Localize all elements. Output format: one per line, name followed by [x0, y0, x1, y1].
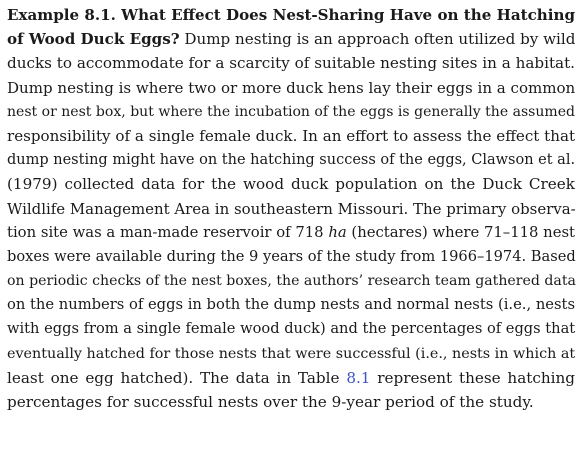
- text-line: [7, 366, 575, 390]
- body-text: with eggs from a single female wood duck) and the percentages of eggs that: [7, 320, 576, 338]
- text-line: [7, 3, 575, 27]
- text-line: [7, 172, 575, 196]
- text-line: [7, 390, 575, 414]
- text-line: [7, 148, 575, 172]
- body-text: least one egg hatched). The data in Table: [7, 368, 347, 387]
- text-line: [7, 27, 575, 51]
- text-line: [7, 197, 575, 221]
- body-text: ducks to accommodate for a scarcity of suitable nesting sites in a habitat.: [7, 54, 575, 73]
- body-text: dump nesting might have on the hatching success of the eggs, Clawson et al.: [7, 152, 576, 169]
- body-text: Wildlife Management Area in southeastern Missouri. The primary observa-: [7, 199, 576, 218]
- example-paragraph: [7, 3, 575, 414]
- body-text: on the numbers of eggs in both the dump nests and normal nests (i.e., nests: [7, 296, 575, 314]
- body-text: represent these hatching: [370, 368, 576, 387]
- table-reference-link[interactable]: 8.1: [346, 368, 371, 387]
- body-text: Dump nesting is an approach often utilized by wild: [179, 30, 576, 49]
- example-title: Example 8.1. What Effect Does Nest-Sharing Have on the Hatching: [7, 6, 575, 24]
- body-text: Dump nesting is where two or more duck hens lay their eggs in a common: [7, 78, 576, 97]
- body-text: nest or nest box, but where the incubation of the eggs is generally the assumed: [7, 103, 575, 120]
- body-text: boxes were available during the 9 years of the study from 1966–1974. Based: [7, 247, 576, 265]
- text-line: [7, 317, 575, 341]
- text-line: [7, 342, 575, 366]
- text-line: [7, 124, 575, 148]
- text-line: [7, 293, 575, 317]
- text-line: [7, 100, 575, 124]
- text-line: [7, 221, 575, 245]
- body-text: (1979) collected data for the wood duck population on the Duck Creek: [7, 175, 575, 194]
- unit-text: ha: [328, 223, 347, 241]
- text-line: [7, 245, 575, 269]
- body-text: on periodic checks of the nest boxes, the authors’ research team gathered data: [7, 273, 576, 290]
- text-line: [7, 76, 575, 100]
- text-line: [7, 51, 575, 75]
- body-text: (hectares) where 71–118 nest: [346, 223, 575, 241]
- body-text: responsibility of a single female duck. In an effort to assess the effect that: [7, 126, 575, 145]
- example-title: of Wood Duck Eggs?: [7, 30, 180, 49]
- body-text: percentages for successful nests over the 9-year period of the study.: [7, 393, 534, 411]
- body-text: tion site was a man-made reservoir of 718: [7, 223, 329, 241]
- text-line: [7, 269, 575, 293]
- body-text: eventually hatched for those nests that were successful (i.e., nests in which at: [7, 345, 576, 362]
